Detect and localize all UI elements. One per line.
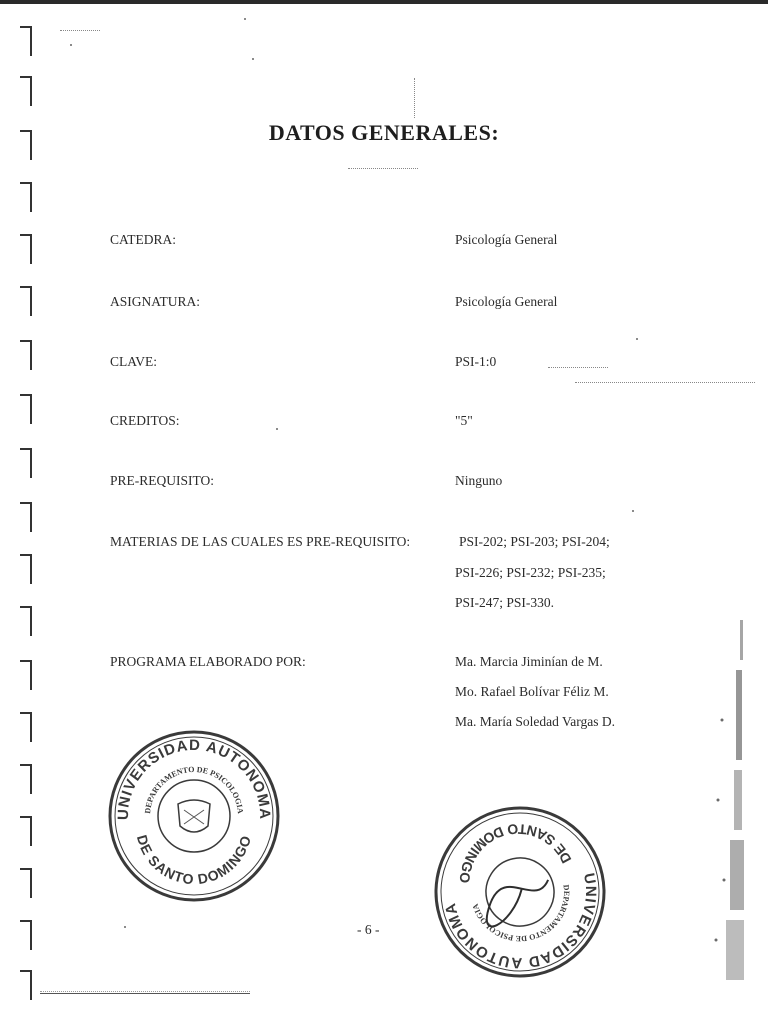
- field-label-catedra: CATEDRA:: [110, 232, 177, 247]
- binding-ring: [20, 554, 32, 584]
- binding-ring: [20, 606, 32, 636]
- field-value-author: Ma. Marcia Jiminían de M.: [455, 654, 603, 669]
- binding-ring: [20, 234, 32, 264]
- field-label-pre-requisito: PRE-REQUISITO:: [110, 473, 215, 488]
- scan-artifact: [348, 168, 418, 169]
- field-value-materias-line: PSI-202; PSI-203; PSI-204;: [459, 534, 610, 549]
- binding-ring: [20, 340, 32, 370]
- binding-ring: [20, 970, 32, 1000]
- scan-speck: [632, 510, 634, 512]
- binding-ring: [20, 26, 32, 56]
- binding-marks: [16, 20, 40, 1010]
- field-value-materias-line: PSI-226; PSI-232; PSI-235;: [455, 565, 606, 580]
- scan-artifact: [60, 30, 100, 31]
- binding-ring: [20, 182, 32, 212]
- field-value-author: Ma. María Soledad Vargas D.: [455, 714, 615, 729]
- seal-graphic: [104, 726, 284, 906]
- binding-ring: [20, 816, 32, 846]
- university-seal-right: [412, 780, 627, 998]
- seal-inner-text: DEPARTAMENTO DE PSICOLOGIA: [143, 764, 245, 815]
- seal-bottom-text: DE SANTO DOMINGO: [133, 832, 255, 888]
- seal-top-text: UNIVERSIDAD AUTONOMA: [114, 736, 274, 821]
- binding-ring: [20, 868, 32, 898]
- field-value-materias-line: PSI-247; PSI-330.: [455, 595, 555, 610]
- university-seal-left: [104, 726, 284, 911]
- binding-ring: [20, 764, 32, 794]
- field-label-creditos: CREDITOS:: [110, 413, 180, 428]
- field-value-pre-requisito: Ninguno: [455, 473, 503, 488]
- field-value-creditos: "5": [455, 413, 473, 428]
- scan-speck: [636, 338, 638, 340]
- page-title: DATOS GENERALES:: [268, 120, 500, 145]
- field-value-author: Mo. Rafael Bolívar Féliz M.: [455, 684, 609, 699]
- scan-speck: [124, 926, 126, 928]
- binding-ring: [20, 286, 32, 316]
- scan-speck: [244, 18, 246, 20]
- scan-artifact: [575, 382, 755, 383]
- page-number: - 6 -: [357, 922, 380, 937]
- scan-artifact: [40, 991, 250, 992]
- binding-ring: [20, 502, 32, 532]
- top-border-line: [0, 0, 768, 4]
- binding-ring: [20, 394, 32, 424]
- seal-inner-text: DEPARTAMENTO DE PSICOLOGIA: [470, 884, 572, 944]
- scan-speck: [276, 428, 278, 430]
- svg-text:DEPARTAMENTO DE PSICOLOGIA: [143, 765, 245, 814]
- scan-edge-noise: [712, 600, 752, 990]
- field-label-programa: PROGRAMA ELABORADO POR:: [110, 654, 306, 669]
- scan-artifact: [548, 367, 608, 368]
- binding-ring: [20, 660, 32, 690]
- crest-icon: [178, 800, 210, 832]
- scan-artifact: [414, 78, 415, 118]
- field-value-catedra: Psicología General: [455, 232, 558, 247]
- binding-ring: [20, 76, 32, 106]
- signature-icon: [481, 878, 555, 927]
- scan-speck: [252, 58, 254, 60]
- svg-text:DE SANTO DOMINGO: [134, 833, 254, 887]
- svg-text:UNIVERSIDAD AUTONOMA: [442, 871, 614, 985]
- svg-text:UNIVERSIDAD AUTONOMA: [115, 737, 273, 820]
- binding-ring: [20, 920, 32, 950]
- seal-graphic: [413, 785, 626, 998]
- bottom-line: [40, 993, 250, 994]
- field-label-asignatura: ASIGNATURA:: [110, 294, 201, 309]
- field-label-materias: MATERIAS DE LAS CUALES ES PRE-REQUISITO:: [110, 534, 411, 549]
- seal-bottom-text: DE SANTO DOMINGO: [456, 820, 575, 885]
- binding-ring: [20, 712, 32, 742]
- field-value-clave: PSI-1:0: [455, 354, 497, 369]
- field-value-asignatura: Psicología General: [455, 294, 558, 309]
- binding-ring: [20, 448, 32, 478]
- seal-top-text: UNIVERSIDAD AUTONOMA: [441, 871, 600, 972]
- field-label-clave: CLAVE:: [110, 354, 158, 369]
- scan-speck: [70, 44, 72, 46]
